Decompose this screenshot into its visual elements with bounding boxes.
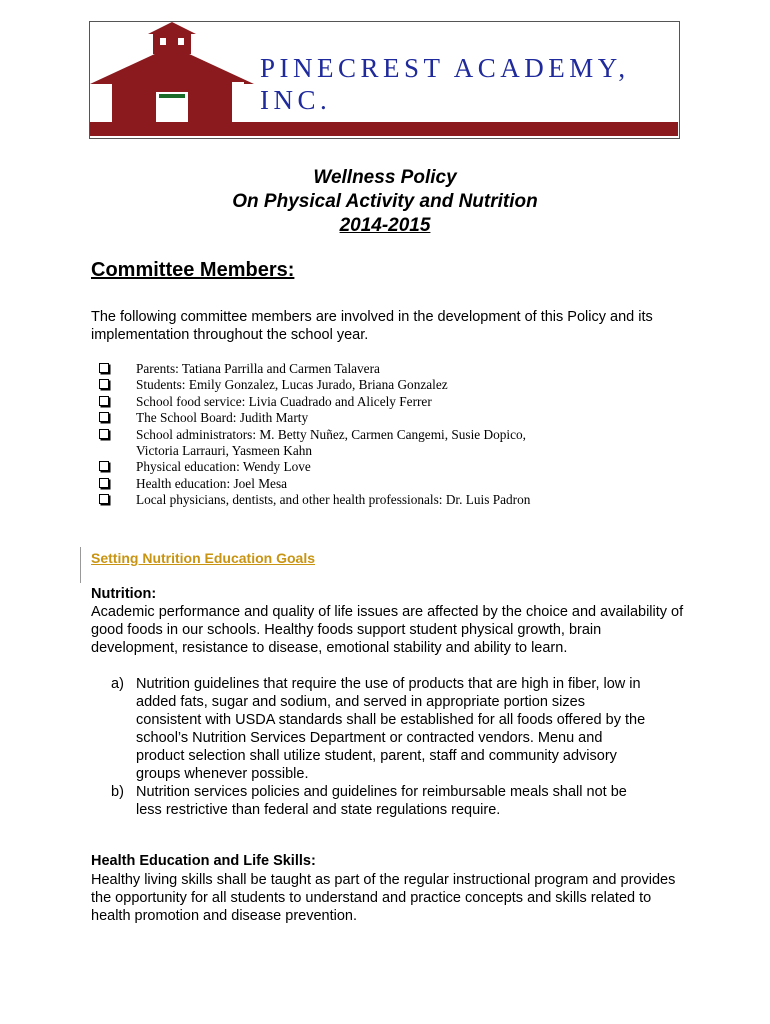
list-item: Students: Emily Gonzalez, Lucas Jurado, Briana Gonzalez: [99, 377, 659, 393]
health-education-heading: Health Education and Life Skills:: [91, 853, 316, 869]
checkbox-icon: [99, 363, 109, 373]
health-education-paragraph: Healthy living skills shall be taught as part of the regular instructional program and provides the opportunity for all students to understand and practice concepts and skills related to health promotion and disease prevention.: [91, 872, 676, 924]
list-item: Local physicians, dentists, and other health professionals: Dr. Luis Padron: [99, 492, 659, 508]
list-item: Physical education: Wendy Love: [99, 459, 659, 475]
list-item: The School Board: Judith Marty: [99, 410, 659, 426]
checkbox-icon: [99, 379, 109, 389]
letterhead: [89, 21, 680, 139]
list-marker: a): [111, 676, 124, 692]
list-item: [111, 675, 651, 783]
nutrition-education-goals-link[interactable]: Setting Nutrition Education Goals: [91, 550, 315, 566]
list-item: Health education: Joel Mesa: [99, 476, 659, 492]
checkbox-icon: [99, 429, 109, 439]
nutrition-heading: Nutrition:: [91, 586, 157, 602]
committee-intro: The following committee members are involved in the development of this Policy and its implementation throughout the school year.: [91, 309, 653, 343]
list-item: Parents: Tatiana Parrilla and Carmen Talavera: [99, 361, 659, 377]
checkbox-icon: [99, 478, 109, 488]
checkbox-icon: [99, 461, 109, 471]
school-name: PINECREST ACADEMY, INC.: [260, 53, 630, 115]
nutrition-guidelines-list: [111, 675, 651, 819]
policy-subtitle: On Physical Activity and Nutrition: [232, 191, 538, 212]
committee-members-list: [99, 361, 659, 509]
list-item: School administrators: M. Betty Nuñez, Carmen Cangemi, Susie Dopico,: [99, 427, 659, 443]
list-item-continuation: Victoria Larrauri, Yasmeen Kahn: [136, 443, 313, 459]
policy-year: 2014-2015: [339, 215, 431, 236]
revision-bar: [80, 547, 81, 583]
list-marker: b): [111, 784, 124, 800]
list-item-text: Nutrition guidelines that require the use of products that are high in fiber, low in added fats, sugar and sodium, and served in appropriate portion sizes consistent with USDA standards shall be established for all foods offered by the school’s Nutrition Services Department or contracted vendors. Menu and product selection shall utilize student, parent, staff and community advisory groups whenever possible.: [136, 676, 646, 782]
list-item: School food service: Livia Cuadrado and Alicely Ferrer: [99, 394, 659, 410]
policy-title: Wellness Policy: [313, 167, 457, 188]
checkbox-icon: [99, 396, 109, 406]
nutrition-paragraph: Academic performance and quality of life issues are affected by the choice and availability of good foods in our schools. Healthy foods support student physical growth, brain development, resistance to disease, emotional stability and ability to learn.: [91, 604, 684, 656]
committee-heading: Committee Members:: [91, 259, 295, 281]
list-item: [111, 783, 651, 819]
checkbox-icon: [99, 412, 109, 422]
checkbox-icon: [99, 494, 109, 504]
list-item-text: Nutrition services policies and guidelines for reimbursable meals shall not be less restrictive than federal and state regulations require.: [136, 784, 627, 818]
